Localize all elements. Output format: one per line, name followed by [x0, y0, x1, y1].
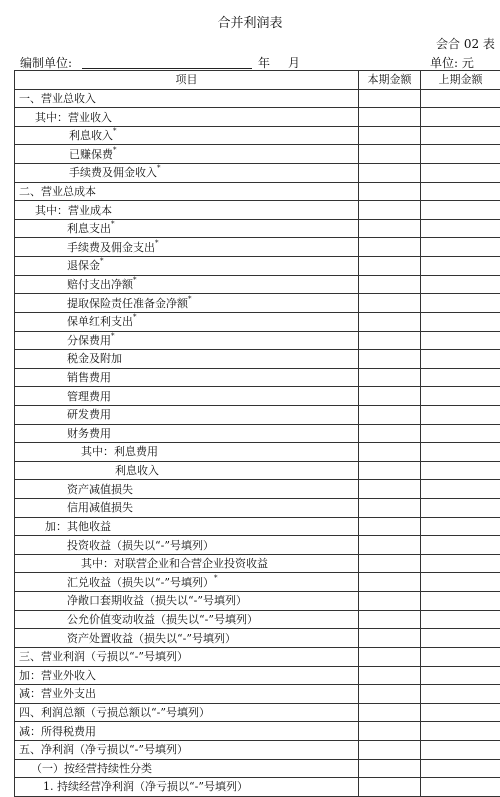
- line-item-text: 加：其他收益: [45, 520, 111, 533]
- table-row: [15, 592, 500, 611]
- line-item-text: 其中：利息费用: [81, 445, 158, 458]
- table-row: [15, 740, 500, 759]
- line-item-text: 资产减值损失: [67, 483, 133, 496]
- prior-period-amount-cell[interactable]: [421, 89, 500, 108]
- prior-period-amount-cell[interactable]: [421, 145, 500, 164]
- column-header-item: 项目: [15, 71, 359, 90]
- line-item-text: 利息收入: [69, 129, 113, 142]
- table-row: [15, 126, 500, 145]
- current-period-amount-cell[interactable]: [359, 126, 421, 145]
- line-item-text: 四、利润总额（亏损总额以“-”号填列）: [19, 706, 210, 719]
- prior-period-amount-cell[interactable]: [421, 368, 500, 387]
- current-period-amount-cell[interactable]: [359, 201, 421, 220]
- line-item-label: [15, 331, 359, 350]
- current-period-amount-cell[interactable]: [359, 182, 421, 201]
- asterisk-mark: *: [155, 239, 159, 247]
- prior-period-amount-cell[interactable]: [421, 443, 500, 462]
- prior-period-amount-cell[interactable]: [421, 182, 500, 201]
- line-item-label: [15, 424, 359, 443]
- line-item-label: [15, 592, 359, 611]
- line-item-label: [15, 610, 359, 629]
- line-item-label: [15, 219, 359, 238]
- current-period-amount-cell[interactable]: [359, 480, 421, 499]
- current-period-amount-cell[interactable]: [359, 257, 421, 276]
- line-item-label: [15, 443, 359, 462]
- prior-period-amount-cell[interactable]: [421, 294, 500, 313]
- line-item-text: 保单红利支出: [67, 315, 133, 328]
- current-period-amount-cell[interactable]: [359, 238, 421, 257]
- current-period-amount-cell[interactable]: [359, 778, 421, 797]
- table-row: [15, 257, 500, 276]
- table-row: [15, 387, 500, 406]
- table-row: [15, 350, 500, 369]
- current-period-amount-cell[interactable]: [359, 424, 421, 443]
- line-item-label: [15, 164, 359, 183]
- line-item-label: [15, 759, 359, 778]
- table-row: [15, 517, 500, 536]
- table-row: [15, 722, 500, 741]
- prior-period-amount-cell[interactable]: [421, 108, 500, 127]
- table-row: [15, 424, 500, 443]
- line-item-text: 管理费用: [67, 390, 111, 403]
- line-item-label: [15, 666, 359, 685]
- prior-period-amount-cell[interactable]: [421, 461, 500, 480]
- line-item-text: 一、营业总收入: [19, 92, 96, 105]
- current-period-amount-cell[interactable]: [359, 89, 421, 108]
- line-item-text: 加：营业外收入: [19, 669, 96, 682]
- prior-period-amount-cell[interactable]: [421, 424, 500, 443]
- current-period-amount-cell[interactable]: [359, 461, 421, 480]
- current-period-amount-cell[interactable]: [359, 294, 421, 313]
- current-period-amount-cell[interactable]: [359, 740, 421, 759]
- asterisk-mark: *: [188, 295, 192, 303]
- report-title: 合并利润表: [0, 12, 500, 31]
- line-item-label: [15, 201, 359, 220]
- asterisk-mark: *: [133, 276, 137, 284]
- asterisk-mark: *: [113, 146, 117, 154]
- prior-period-amount-cell[interactable]: [421, 536, 500, 555]
- table-row: [15, 480, 500, 499]
- prior-period-amount-cell[interactable]: [421, 164, 500, 183]
- current-period-amount-cell[interactable]: [359, 219, 421, 238]
- table-row: [15, 536, 500, 555]
- line-item-label: [15, 257, 359, 276]
- table-row: [15, 368, 500, 387]
- line-item-label: [15, 182, 359, 201]
- table-row: [15, 703, 500, 722]
- line-item-text: 二、营业总成本: [19, 185, 96, 198]
- table-row: [15, 312, 500, 331]
- table-row: [15, 275, 500, 294]
- line-item-label: [15, 108, 359, 127]
- line-item-text: 手续费及佣金收入: [69, 166, 157, 179]
- prior-period-amount-cell[interactable]: [421, 126, 500, 145]
- asterisk-mark: *: [100, 257, 104, 265]
- table-row: [15, 405, 500, 424]
- current-period-amount-cell[interactable]: [359, 554, 421, 573]
- current-period-amount-cell[interactable]: [359, 592, 421, 611]
- table-row: [15, 182, 500, 201]
- prior-period-amount-cell[interactable]: [421, 740, 500, 759]
- current-period-amount-cell[interactable]: [359, 145, 421, 164]
- line-item-text: 分保费用: [67, 334, 111, 347]
- prior-period-amount-cell[interactable]: [421, 722, 500, 741]
- table-row: [15, 331, 500, 350]
- line-item-label: [15, 722, 359, 741]
- asterisk-mark: *: [133, 313, 137, 321]
- current-period-amount-cell[interactable]: [359, 312, 421, 331]
- line-item-label: [15, 480, 359, 499]
- table-row: [15, 610, 500, 629]
- line-item-label: [15, 312, 359, 331]
- line-item-label: [15, 499, 359, 518]
- prior-period-amount-cell[interactable]: [421, 219, 500, 238]
- line-item-label: [15, 778, 359, 797]
- current-period-amount-cell[interactable]: [359, 108, 421, 127]
- line-item-text: 投资收益（损失以“-”号填列）: [67, 539, 214, 552]
- line-item-label: [15, 368, 359, 387]
- prior-period-amount-cell[interactable]: [421, 405, 500, 424]
- line-item-text: 减：所得税费用: [19, 725, 96, 738]
- prior-period-amount-cell[interactable]: [421, 238, 500, 257]
- table-row: [15, 201, 500, 220]
- line-item-text: 赔付支出净额: [67, 278, 133, 291]
- table-row: [15, 108, 500, 127]
- line-item-text: 销售费用: [67, 371, 111, 384]
- line-item-label: [15, 554, 359, 573]
- line-item-text: 税金及附加: [67, 352, 122, 365]
- table-row: [15, 759, 500, 778]
- current-period-amount-cell[interactable]: [359, 759, 421, 778]
- currency-unit-label: 单位: 元: [430, 54, 474, 71]
- current-period-amount-cell[interactable]: [359, 647, 421, 666]
- line-item-label: [15, 536, 359, 555]
- prior-period-amount-cell[interactable]: [421, 666, 500, 685]
- prior-period-amount-cell[interactable]: [421, 480, 500, 499]
- column-header-current-period: 本期金额: [359, 71, 421, 90]
- table-row: [15, 164, 500, 183]
- line-item-text: 资产处置收益（损失以“-”号填列）: [67, 632, 236, 645]
- current-period-amount-cell[interactable]: [359, 722, 421, 741]
- table-row: [15, 89, 500, 108]
- table-row: [15, 573, 500, 592]
- current-period-amount-cell[interactable]: [359, 368, 421, 387]
- income-statement-table: [14, 70, 500, 797]
- year-label: 年: [258, 54, 270, 71]
- current-period-amount-cell[interactable]: [359, 164, 421, 183]
- preparer-unit-label: 编制单位:: [20, 54, 72, 71]
- table-row: [15, 554, 500, 573]
- prior-period-amount-cell[interactable]: [421, 554, 500, 573]
- form-number: 会合 02 表: [436, 35, 495, 52]
- line-item-text: 研发费用: [67, 408, 111, 421]
- current-period-amount-cell[interactable]: [359, 517, 421, 536]
- current-period-amount-cell[interactable]: [359, 405, 421, 424]
- current-period-amount-cell[interactable]: [359, 685, 421, 704]
- line-item-text: 其中：对联营企业和合营企业投资收益: [81, 557, 268, 570]
- current-period-amount-cell[interactable]: [359, 275, 421, 294]
- line-item-label: [15, 126, 359, 145]
- line-item-label: [15, 629, 359, 648]
- current-period-amount-cell[interactable]: [359, 666, 421, 685]
- prior-period-amount-cell[interactable]: [421, 629, 500, 648]
- line-item-label: [15, 647, 359, 666]
- line-item-label: [15, 387, 359, 406]
- line-item-text: 财务费用: [67, 427, 111, 440]
- asterisk-mark: *: [111, 220, 115, 228]
- line-item-label: [15, 294, 359, 313]
- line-item-text: 手续费及佣金支出: [67, 241, 155, 254]
- current-period-amount-cell[interactable]: [359, 331, 421, 350]
- line-item-label: [15, 703, 359, 722]
- line-item-text: 利息收入: [115, 464, 159, 477]
- table-row: [15, 778, 500, 797]
- prior-period-amount-cell[interactable]: [421, 685, 500, 704]
- prior-period-amount-cell[interactable]: [421, 201, 500, 220]
- table-row: [15, 499, 500, 518]
- prior-period-amount-cell[interactable]: [421, 610, 500, 629]
- prior-period-amount-cell[interactable]: [421, 350, 500, 369]
- table-row: [15, 145, 500, 164]
- prior-period-amount-cell[interactable]: [421, 312, 500, 331]
- line-item-text: （一）按经营持续性分类: [31, 762, 152, 775]
- line-item-label: [15, 89, 359, 108]
- prior-period-amount-cell[interactable]: [421, 592, 500, 611]
- line-item-label: [15, 275, 359, 294]
- prior-period-amount-cell[interactable]: [421, 331, 500, 350]
- table-row: [15, 629, 500, 648]
- prior-period-amount-cell[interactable]: [421, 257, 500, 276]
- line-item-text: 减：营业外支出: [19, 687, 96, 700]
- line-item-label: [15, 461, 359, 480]
- current-period-amount-cell[interactable]: [359, 536, 421, 555]
- prior-period-amount-cell[interactable]: [421, 387, 500, 406]
- table-row: [15, 238, 500, 257]
- line-item-label: [15, 145, 359, 164]
- current-period-amount-cell[interactable]: [359, 610, 421, 629]
- table-row: [15, 294, 500, 313]
- line-item-text: 其中：营业收入: [35, 111, 112, 124]
- prior-period-amount-cell[interactable]: [421, 778, 500, 797]
- prior-period-amount-cell[interactable]: [421, 499, 500, 518]
- line-item-text: 退保金: [67, 259, 100, 272]
- line-item-text: 净敞口套期收益（损失以“-”号填列）: [67, 594, 247, 607]
- prior-period-amount-cell[interactable]: [421, 647, 500, 666]
- line-item-text: 五、净利润（净亏损以“-”号填列）: [19, 743, 188, 756]
- table-row: [15, 647, 500, 666]
- table-row: [15, 685, 500, 704]
- table-header-row: [15, 71, 500, 90]
- table-row: [15, 461, 500, 480]
- line-item-label: [15, 573, 359, 592]
- line-item-label: [15, 405, 359, 424]
- asterisk-mark: *: [214, 574, 218, 582]
- line-item-label: [15, 740, 359, 759]
- month-label: 月: [288, 54, 300, 71]
- current-period-amount-cell[interactable]: [359, 629, 421, 648]
- prior-period-amount-cell[interactable]: [421, 275, 500, 294]
- line-item-text: 1. 持续经营净利润（净亏损以“-”号填列）: [43, 780, 248, 793]
- table-row: [15, 443, 500, 462]
- column-header-prior-period: 上期金额: [421, 71, 500, 90]
- current-period-amount-cell[interactable]: [359, 350, 421, 369]
- current-period-amount-cell[interactable]: [359, 573, 421, 592]
- current-period-amount-cell[interactable]: [359, 443, 421, 462]
- current-period-amount-cell[interactable]: [359, 499, 421, 518]
- line-item-text: 汇兑收益（损失以“-”号填列）: [67, 576, 214, 589]
- line-item-label: [15, 685, 359, 704]
- prior-period-amount-cell[interactable]: [421, 759, 500, 778]
- asterisk-mark: *: [113, 127, 117, 135]
- prior-period-amount-cell[interactable]: [421, 573, 500, 592]
- table-body: [15, 89, 500, 796]
- asterisk-mark: *: [157, 164, 161, 172]
- line-item-text: 三、营业利润（亏损以“-”号填列）: [19, 650, 188, 663]
- current-period-amount-cell[interactable]: [359, 703, 421, 722]
- table-row: [15, 219, 500, 238]
- prior-period-amount-cell[interactable]: [421, 517, 500, 536]
- line-item-text: 提取保险责任准备金净额: [67, 297, 188, 310]
- asterisk-mark: *: [111, 332, 115, 340]
- line-item-text: 公允价值变动收益（损失以“-”号填列）: [67, 613, 258, 626]
- line-item-label: [15, 517, 359, 536]
- line-item-text: 已赚保费: [69, 148, 113, 161]
- table-row: [15, 666, 500, 685]
- line-item-text: 利息支出: [67, 222, 111, 235]
- current-period-amount-cell[interactable]: [359, 387, 421, 406]
- line-item-text: 其中：营业成本: [35, 204, 112, 217]
- line-item-label: [15, 238, 359, 257]
- line-item-text: 信用减值损失: [67, 501, 133, 514]
- preparer-unit-blank-line: [82, 68, 252, 69]
- prior-period-amount-cell[interactable]: [421, 703, 500, 722]
- line-item-label: [15, 350, 359, 369]
